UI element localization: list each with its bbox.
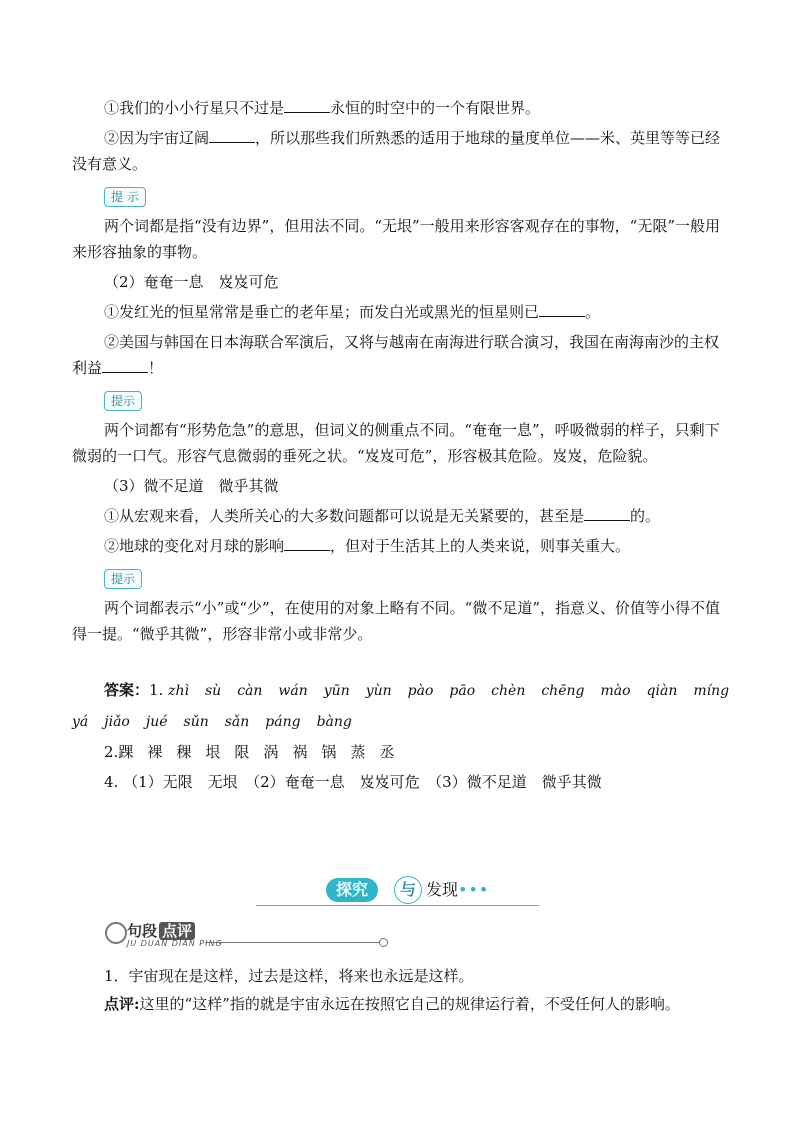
fill-blank[interactable] (584, 506, 630, 521)
sentence: ②美国与韩国在日本海联合军演后，又将与越南在南海进行联合演习，我国在南海南沙的主权利益 ！ (72, 333, 720, 377)
char-item: 涡 (263, 743, 279, 761)
char-list (118, 743, 408, 761)
tip-badge: 提 示 (104, 187, 146, 207)
banner-connector: 与 (394, 876, 422, 904)
sentence: ②地球的变化对月球的影响 ，但对于生活其上的人类来说，则事关重大。 (104, 537, 631, 555)
sentence: ①从宏观来看，人类所关心的大多数问题都可以说是无关紧要的，甚至是 的。 (104, 507, 661, 525)
pinyin-item: míng (693, 683, 730, 699)
section-rule (205, 942, 380, 943)
magnifier-icon (105, 922, 127, 944)
pinyin-item: sù (204, 683, 222, 699)
pinyin-item: chèn (491, 683, 526, 699)
char-item: 垠 (205, 743, 221, 761)
review-item: 1．宇宙现在是这样，过去是这样，将来也永远是这样。 (104, 967, 474, 985)
review-comment: 点评:这里的“这样”指的就是宇宙永远在按照它自己的规律运行着，不受任何人的影响。 (104, 995, 680, 1013)
pinyin-item: jiǎo (104, 714, 130, 730)
tip-badge: 提示 (104, 391, 142, 411)
main-content (72, 95, 730, 797)
fill-blank[interactable] (539, 302, 585, 317)
pinyin-list (72, 714, 368, 730)
pinyin-item: sǎn (224, 714, 250, 730)
char-item: 限 (234, 743, 250, 761)
review-block (72, 962, 722, 1018)
char-item: 锅 (321, 743, 337, 761)
pinyin-item: wán (278, 683, 308, 699)
sentence: ①发红光的恒星常常是垂亡的老年星；而发白光或黑光的恒星则已 。 (104, 303, 601, 321)
char-item: 踝 (118, 743, 134, 761)
tip-text: 两个词都表示“小”或“少”，在使用的对象上略有不同。“微不足道”，指意义、价值等小得不值得一提。“微乎其微”，形容非常小或非常少。 (72, 599, 721, 643)
pinyin-item: pào (407, 683, 434, 699)
tip-badge: 提示 (104, 569, 142, 589)
char-item: 祸 (292, 743, 308, 761)
answers-block (72, 675, 730, 797)
answer-line-1-cont (72, 706, 722, 737)
sentence: ②因为宇宙辽阔 ，所以那些我们所熟悉的适用于地球的量度单位——米、英里等等已经没有意义。 (72, 129, 721, 173)
answer-line-4: 4. （1）无限 无垠 （2）奄奄一息 岌岌可危 （3）微不足道 微乎其微 (104, 773, 602, 791)
answer-line-2: 2.踝 裸 稞 垠 限 涡 祸 锅 蒸 丞 (72, 737, 722, 767)
pinyin-item: yá (72, 714, 89, 730)
pinyin-item: páng (265, 714, 301, 730)
banner-title: 发现••• (426, 880, 490, 899)
sentence: ①我们的小小行星只不过是 永恒的时空中的一个有限世界。 (104, 99, 541, 117)
pinyin-item: bàng (316, 714, 352, 730)
char-item: 蒸 (350, 743, 366, 761)
word-pair-heading: （2）奄奄一息 岌岌可危 (104, 273, 279, 291)
pinyin-list (168, 683, 745, 699)
section-banner (256, 876, 539, 906)
char-item: 丞 (379, 743, 395, 761)
banner-underline (256, 905, 539, 906)
pinyin-item: sǔn (183, 714, 209, 730)
fill-blank[interactable] (209, 128, 255, 143)
fill-blank[interactable] (284, 98, 330, 113)
pinyin-item: chēng (541, 683, 585, 699)
rule-end-dot (379, 938, 388, 947)
tip-text: 两个词都是指“没有边界”，但用法不同。“无垠”一般用来形容客观存在的事物，“无限”一般用来形容抽象的事物。 (72, 217, 721, 261)
answer-line-1: 答案：1. zhì sù càn wán yūn yùn pào pāo chèn chēng mào qiàn míng (72, 675, 722, 706)
section-label (105, 918, 390, 952)
word-pair-heading: （3）微不足道 微乎其微 (104, 477, 279, 495)
pinyin-item: mào (600, 683, 631, 699)
pinyin-item: càn (237, 683, 263, 699)
banner-pill: 探究 (326, 878, 378, 902)
fill-blank[interactable] (102, 358, 148, 373)
char-item: 稞 (176, 743, 192, 761)
char-item: 裸 (147, 743, 163, 761)
fill-blank[interactable] (284, 536, 330, 551)
pinyin-item: yūn (323, 683, 350, 699)
pinyin-item: pāo (449, 683, 476, 699)
section-title: 句段 点评 (127, 920, 195, 941)
pinyin-item: jué (145, 714, 168, 730)
section-subtitle: JU DUAN DIAN PING (127, 939, 223, 948)
pinyin-item: yùn (365, 683, 392, 699)
pinyin-item: zhì (168, 683, 189, 699)
pinyin-item: qiàn (646, 683, 678, 699)
tip-text: 两个词都有“形势危急”的意思，但词义的侧重点不同。“奄奄一息”，呼吸微弱的样子，只剩下微弱的一口气。形容气息微弱的垂死之状。“岌岌可危”，形容极其危险。岌岌，危险貌。 (72, 421, 720, 465)
